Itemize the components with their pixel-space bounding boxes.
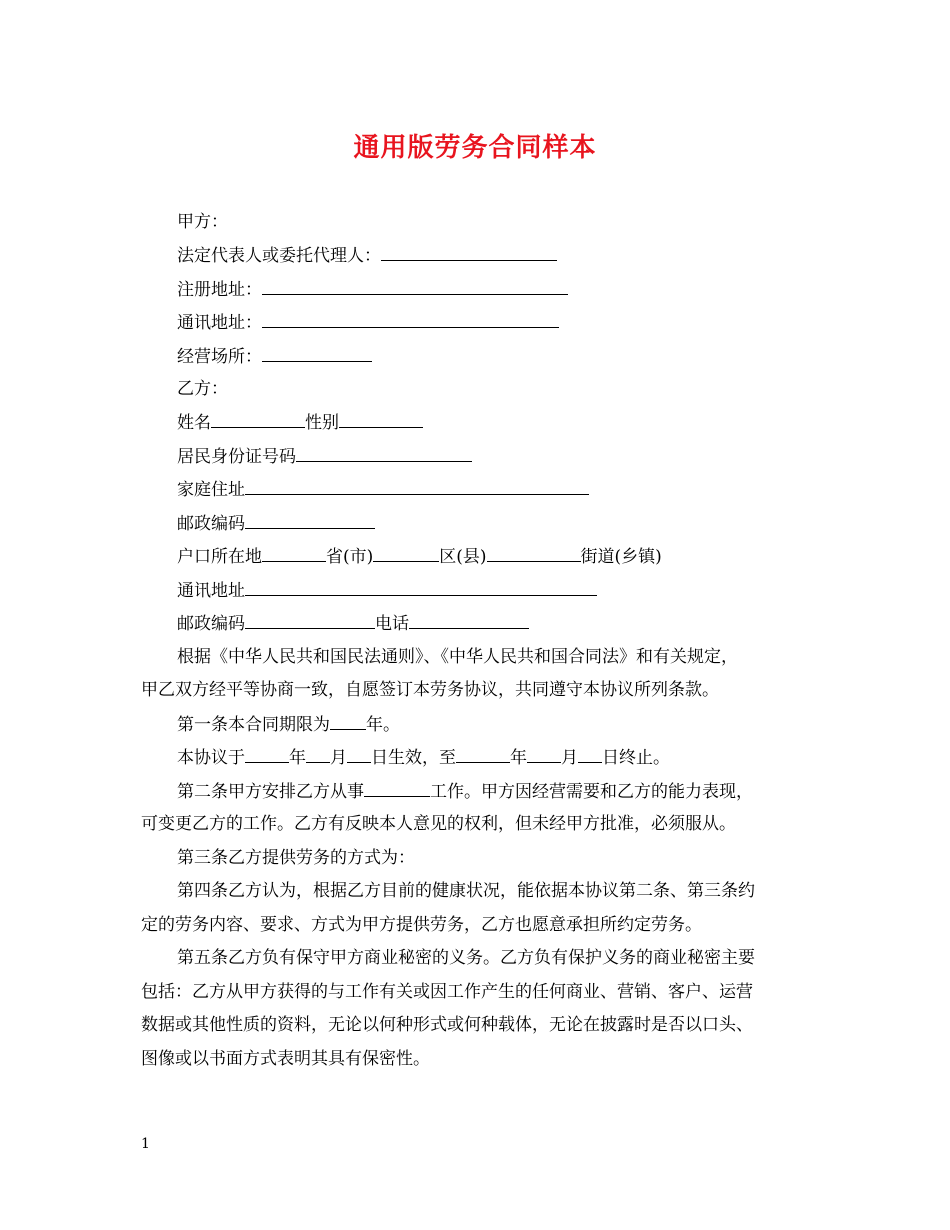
article-2-prefix: 第二条甲方安排乙方从事 [177,782,364,802]
home-address-blank [245,479,589,495]
job-blank [364,781,430,797]
representative-label: 法定代表人或委托代理人： [177,246,381,266]
term-text-g: 日终止。 [602,748,670,768]
district-blank [373,546,439,562]
term-dates [177,747,670,768]
street-label: 街道(乡镇) [580,547,662,567]
gender-blank [339,412,423,428]
province-label: 省(市) [326,547,374,567]
party-b-postal-phone [177,613,529,634]
article-1-prefix: 第一条本合同期限为 [177,715,330,735]
hukou-label: 户口所在地 [177,547,262,567]
term-text-c: 月 [330,748,347,768]
article-5-line-1: 第五条乙方负有保守甲方商业秘密的义务。乙方负有保护义务的商业秘密主要 [177,948,755,968]
mailing-address-blank [262,312,559,328]
term-text-f: 月 [561,748,578,768]
party-a-representative [177,245,557,266]
article-5-line-4: 图像或以书面方式表明其具有保密性。 [141,1049,430,1069]
postal-code-label: 邮政编码 [177,514,245,534]
business-place-blank [262,346,372,362]
registered-address-label: 注册地址： [177,280,262,300]
article-5-line-2: 包括：乙方从甲方获得的与工作有关或因工作产生的任何商业、营销、客户、运营 [141,982,753,1002]
article-5-line-3: 数据或其他性质的资料，无论以何种形式或何种载体，无论在披露时是否以口头、 [141,1015,753,1035]
end-year-blank [456,747,510,763]
postal-code-blank [245,513,375,529]
postal-code-label-2: 邮政编码 [177,614,245,634]
district-label: 区(县) [439,547,487,567]
party-b-postal-code [177,513,375,534]
party-a-registered-address [177,279,568,300]
party-b-label: 乙方： [177,379,228,399]
end-day-blank [578,747,602,763]
document-title: 通用版劳务合同样本 [353,133,597,163]
postal-code-blank-2 [245,613,375,629]
name-blank [211,412,305,428]
article-2-suffix: 工作。甲方因经营需要和乙方的能力表现， [430,782,753,802]
end-month-blank [527,747,561,763]
mailing-address-label: 通讯地址： [177,313,262,333]
business-place-label: 经营场所： [177,347,262,367]
street-blank [487,546,581,562]
party-a-mailing-address [177,312,559,333]
article-2-line-2: 可变更乙方的工作。乙方有反映本人意见的权利，但未经甲方批准，必须服从。 [141,814,736,834]
party-b-hukou [177,546,662,567]
preamble-line-2: 甲乙双方经平等协商一致，自愿签订本劳务协议，共同遵守本协议所列条款。 [141,680,719,700]
party-a-label: 甲方： [177,212,228,232]
term-text-a: 本协议于 [177,748,245,768]
home-address-label: 家庭住址 [177,480,245,500]
province-blank [262,546,326,562]
registered-address-blank [262,279,568,295]
party-b-mailing-address [177,580,597,601]
mailing-address-blank-b [245,580,597,596]
representative-blank [381,245,557,261]
mailing-address-label-b: 通讯地址 [177,581,245,601]
preamble-line-1: 根据《中华人民共和国民法通则》、《中华人民共和国合同法》和有关规定， [177,647,738,667]
article-4-line-2: 定的劳务内容、要求、方式为甲方提供劳务，乙方也愿意承担所约定劳务。 [141,915,702,935]
party-b-home-address [177,479,589,500]
term-years-blank [330,714,366,730]
party-b-name-gender [177,412,423,433]
article-3: 第三条乙方提供劳务的方式为： [177,848,415,868]
article-4-line-1: 第四条乙方认为，根据乙方目前的健康状况，能依据本协议第二条、第三条约 [177,881,755,901]
name-label: 姓名 [177,413,211,433]
term-text-d: 日生效，至 [371,748,456,768]
gender-label: 性别 [305,413,339,433]
article-1 [177,714,400,735]
phone-blank [409,613,529,629]
start-day-blank [347,747,371,763]
start-month-blank [306,747,330,763]
id-number-blank [296,446,472,462]
phone-label: 电话 [375,614,409,634]
page-number: 1 [141,1136,150,1152]
article-2-line-1 [177,781,753,802]
article-1-suffix: 年。 [366,715,400,735]
term-text-e: 年 [510,748,527,768]
party-b-id-number [177,446,472,467]
start-year-blank [245,747,289,763]
id-number-label: 居民身份证号码 [177,447,296,467]
term-text-b: 年 [289,748,306,768]
party-a-business-place [177,346,372,367]
